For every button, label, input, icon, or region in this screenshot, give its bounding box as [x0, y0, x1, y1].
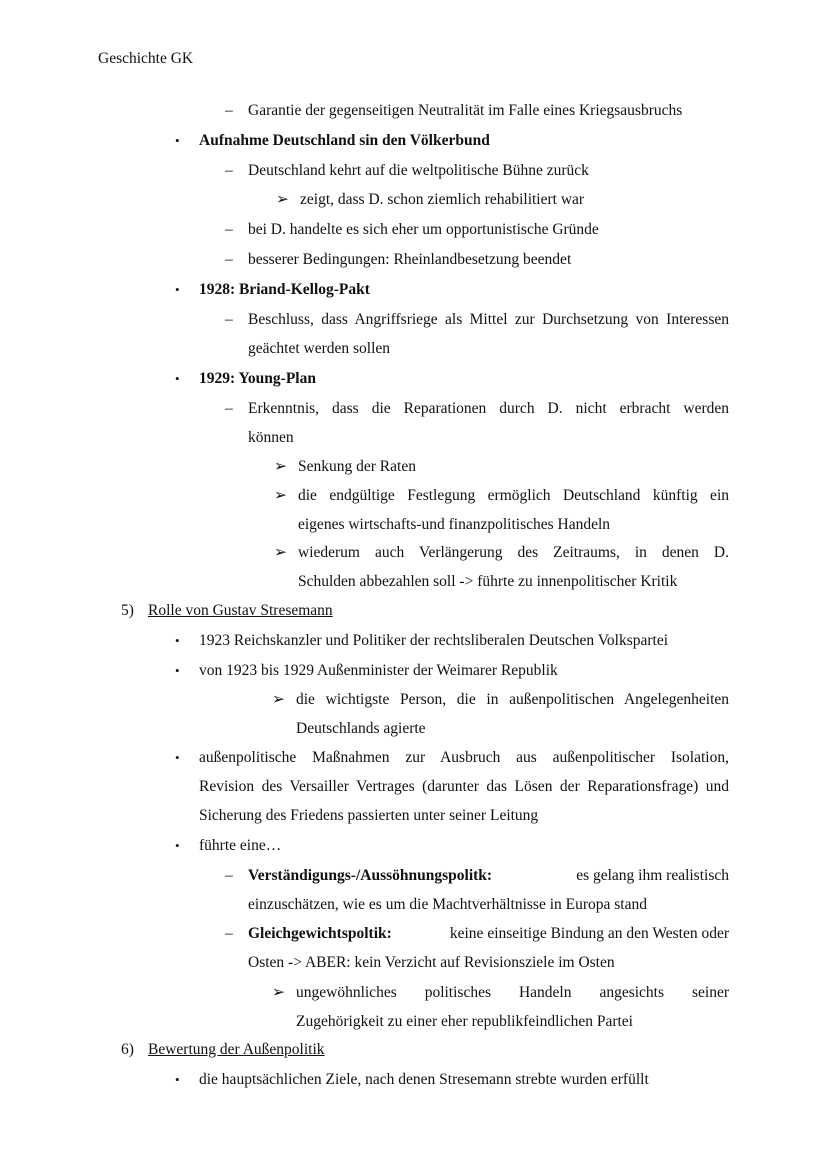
list-item-heading: Aufnahme Deutschland sin den Völkerbund	[199, 132, 490, 149]
arrow-marker: ➢	[274, 458, 287, 475]
arrow-marker: ➢	[276, 191, 289, 208]
arrow-marker: ➢	[274, 487, 287, 504]
list-item-text: Deutschland kehrt auf die weltpolitische Bühne zurück	[248, 162, 589, 179]
list-item-heading: 1929: Young-Plan	[199, 370, 316, 387]
arrow-marker: ➢	[272, 691, 285, 708]
section-number: 5)	[121, 602, 134, 619]
list-item-text: Beschluss, dass Angriffsriege als Mittel zur Durchsetzung von Interessen	[248, 311, 729, 328]
list-item-text: Osten -> ABER: kein Verzicht auf Revisionsziele im Osten	[248, 954, 615, 971]
list-item-text: Revision des Versailler Vertrages (darunter das Lösen der Reparationsfrage) und	[199, 778, 729, 795]
dash-marker: –	[225, 867, 233, 884]
list-item-text: Schulden abbezahlen soll -> führte zu innenpolitischer Kritik	[298, 573, 678, 590]
list-item-text: Sicherung des Friedens passierten unter seiner Leitung	[199, 807, 539, 824]
arrow-marker: ➢	[274, 544, 287, 561]
list-item-text: bei D. handelte es sich eher um opportunistische Gründe	[248, 221, 599, 238]
bullet-marker: •	[175, 663, 180, 678]
dash-marker: –	[225, 925, 233, 942]
list-item-text	[248, 866, 729, 886]
list-item-text: die wichtigste Person, die in außenpolitischen Angelegenheiten	[296, 691, 729, 708]
list-item-text: führte eine…	[199, 837, 282, 854]
list-item-text: Garantie der gegenseitigen Neutralität im Falle eines Kriegsausbruchs	[248, 102, 683, 119]
list-item-text: wiederum auch Verlängerung des Zeitraums, in denen D.	[298, 544, 729, 561]
list-item-text: Erkenntnis, dass die Reparationen durch D. nicht erbracht werden	[248, 400, 729, 417]
bullet-marker: •	[175, 838, 180, 853]
list-item-text: die hauptsächlichen Ziele, nach denen Stresemann strebte wurden erfüllt	[199, 1071, 649, 1088]
bullet-marker: •	[175, 371, 180, 386]
list-item-text: eigenes wirtschafts-und finanzpolitisches Handeln	[298, 516, 611, 533]
page-header: Geschichte GK	[98, 50, 194, 67]
term-bold: Verständigungs-/Aussöhnungspolitk:	[248, 867, 493, 884]
list-item-text: einzuschätzen, wie es um die Machtverhältnisse in Europa stand	[248, 896, 647, 913]
list-item-text: außenpolitische Maßnahmen zur Ausbruch aus außenpolitischer Isolation,	[199, 749, 729, 766]
list-item-text: Senkung der Raten	[298, 458, 416, 475]
bullet-marker: •	[175, 750, 180, 765]
list-item-text: Deutschlands agierte	[296, 720, 426, 737]
list-item-heading: 1928: Briand-Kellog-Pakt	[199, 281, 370, 298]
dash-marker: –	[225, 311, 233, 328]
list-item-text: geächtet werden sollen	[248, 340, 391, 357]
list-item-text: Zugehörigkeit zu einer eher republikfeindlichen Partei	[296, 1013, 633, 1030]
list-item-text: zeigt, dass D. schon ziemlich rehabilitiert war	[300, 191, 585, 208]
bullet-marker: •	[175, 633, 180, 648]
term-description: keine einseitige Bindung an den Westen oder	[449, 925, 729, 942]
list-item-text: besserer Bedingungen: Rheinlandbesetzung beendet	[248, 251, 572, 268]
arrow-marker: ➢	[272, 984, 285, 1001]
section-title: Bewertung der Außenpolitik	[148, 1041, 325, 1058]
bullet-marker: •	[175, 282, 180, 297]
bullet-marker: •	[175, 1072, 180, 1087]
dash-marker: –	[225, 102, 233, 119]
list-item-text: können	[248, 429, 294, 446]
section-title: Rolle von Gustav Stresemann	[148, 602, 333, 619]
term-bold: Gleichgewichtspoltik:	[248, 925, 392, 942]
term-description: es gelang ihm realistisch	[576, 867, 729, 884]
list-item-text: die endgültige Festlegung ermöglich Deutschland künftig ein	[298, 487, 729, 504]
list-item-text	[248, 924, 729, 944]
dash-marker: –	[225, 162, 233, 179]
list-item-text: ungewöhnliches politisches Handeln angesichts seiner	[296, 984, 729, 1001]
dash-marker: –	[225, 221, 233, 238]
section-number: 6)	[121, 1041, 134, 1058]
dash-marker: –	[225, 251, 233, 268]
dash-marker: –	[225, 400, 233, 417]
list-item-text: 1923 Reichskanzler und Politiker der rechtsliberalen Deutschen Volkspartei	[199, 632, 669, 649]
bullet-marker: •	[175, 133, 180, 148]
list-item-text: von 1923 bis 1929 Außenminister der Weimarer Republik	[199, 662, 558, 679]
